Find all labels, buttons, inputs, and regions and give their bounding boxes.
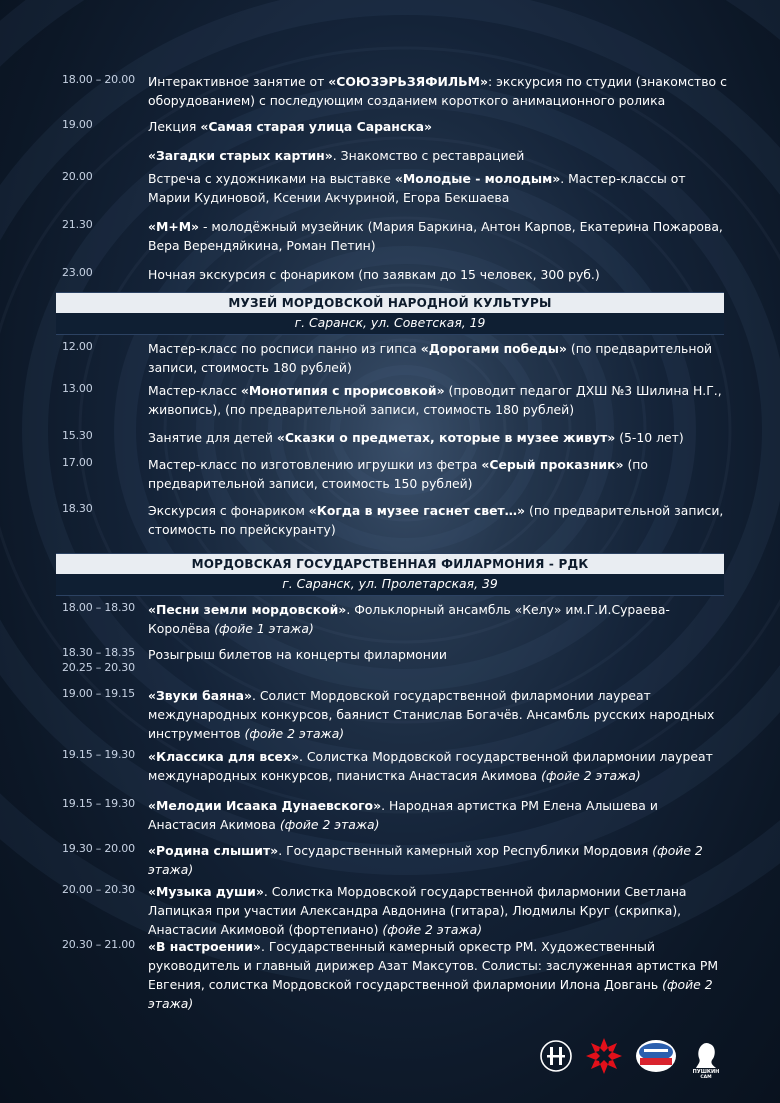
event-text: . Солистка Мордовской государственной филармонии лауреат международных конкурсов, пианистка Анастасия Акимова [148, 749, 713, 783]
event-description [148, 428, 728, 447]
event-location: (фойе 1 этажа) [214, 621, 314, 636]
event-text: . Государственный камерный хор Республики Мордовия [278, 843, 653, 858]
event-description [148, 169, 728, 207]
event-time: 18.00 – 18.30 [62, 601, 135, 614]
event-title: «В настроении» [148, 939, 261, 954]
mordovia-star-icon [584, 1036, 624, 1076]
event-title: «СОЮЗЭРЬЗЯФИЛЬМ» [328, 74, 488, 89]
event-text: . Знакомство с реставрацией [332, 148, 525, 163]
event-text: . Мастер-классы от Марии Кудиновой, Ксении Акчуриной, Егора Бекшаева [148, 171, 686, 205]
event-text: Занятие для детей [148, 430, 277, 445]
event-time: 19.00 [62, 118, 93, 131]
museum-emblem-icon [538, 1036, 574, 1076]
event-description [148, 600, 728, 638]
event-text: Экскурсия с фонариком [148, 503, 309, 518]
event-time: 20.00 – 20.30 [62, 883, 135, 896]
event-title: «М+М» [148, 219, 200, 234]
event-time: 18.00 – 20.00 [62, 73, 135, 86]
event-text: Ночная экскурсия с фонариком (по заявкам до 15 человек, 300 руб.) [148, 267, 600, 282]
event-location: (фойе 2 этажа) [382, 922, 483, 937]
event-description [148, 796, 728, 834]
event-text: Мастер-класс по росписи панно из гипса [148, 341, 421, 356]
event-title: «Песни земли мордовской» [148, 602, 347, 617]
event-description [148, 381, 728, 419]
event-time: 20.30 – 21.00 [62, 938, 135, 951]
partner-logos [530, 1036, 730, 1084]
event-text: - молодёжный музейник (Мария Баркина, Антон Карпов, Екатерина Пожарова, Вера Верендяйкина, Роман Петин) [148, 219, 723, 253]
event-title: «Монотипия с прорисовкой» [240, 383, 445, 398]
event-time: 19.00 – 19.15 [62, 687, 135, 700]
pushkin-text-2: САМ [700, 1075, 712, 1080]
event-time: 23.00 [62, 266, 93, 279]
venue-address: г. Саранск, ул. Пролетарская, 39 [282, 576, 498, 591]
event-description [148, 339, 728, 377]
event-text: (по предварительной записи, стоимость по прейскуранту) [148, 503, 724, 537]
event-text: Интерактивное занятие от [148, 74, 329, 89]
pushkin-card-icon [686, 1036, 726, 1080]
event-text: Лекция [148, 119, 201, 134]
event-text: Розыгрыш билетов на концерты филармонии [148, 647, 447, 662]
event-text: : экскурсия по студии (знакомство с оборудованием) с последующим созданием короткого анимационного ролика [148, 74, 727, 108]
event-title: «Молодые - молодым» [394, 171, 561, 186]
event-time-second: 20.25 – 20.30 [62, 661, 135, 674]
event-title: «Когда в музее гаснет свет…» [308, 503, 526, 518]
event-text: . Государственный камерный оркестр РМ. Художественный руководитель и главный дирижер Азат Максутов. Солисты: заслуженная артистка РМ Евгения, солистка Мордовской государственной филармонии Илона Довгань [148, 939, 719, 992]
event-description [148, 645, 728, 664]
event-text: . Фольклорный ансамбль «Келу» им.Г.И.Сураева-Королёва [148, 602, 670, 636]
event-description [148, 841, 728, 879]
event-time: 13.00 [62, 382, 93, 395]
event-description [148, 455, 728, 493]
event-description [148, 937, 728, 1013]
event-text: (по предварительной записи, стоимость 180 рублей) [148, 341, 713, 375]
event-text: (5-10 лет) [615, 430, 684, 445]
event-title: «Звуки баяна» [148, 688, 253, 703]
event-description [148, 217, 728, 255]
event-time: 19.15 – 19.30 [62, 797, 135, 810]
event-time: 20.00 [62, 170, 93, 183]
event-location: (фойе 2 этажа) [244, 726, 345, 741]
venue-title: МУЗЕЙ МОРДОВСКОЙ НАРОДНОЙ КУЛЬТУРЫ [56, 293, 724, 313]
event-time: 18.30 – 18.35 [62, 646, 135, 659]
event-title: «Классика для всех» [148, 749, 299, 764]
venue-title: МОРДОВСКАЯ ГОСУДАРСТВЕННАЯ ФИЛАРМОНИЯ - РДК [56, 554, 724, 574]
event-location: (фойе 2 этажа) [279, 817, 380, 832]
event-text: Мастер-класс [148, 383, 241, 398]
event-description [148, 117, 728, 136]
event-title: «Родина слышит» [148, 843, 279, 858]
event-text: Мастер-класс по изготовлению игрушки из фетра [148, 457, 482, 472]
event-description [148, 146, 728, 165]
event-title: «Дорогами победы» [420, 341, 567, 356]
event-text: . Солистка Мордовской государственной филармонии Светлана Лапицкая при участии Александра Авдонина (гитара), Людмилы Круг (скрипка), Анастасии Акимовой (фортепиано) [148, 884, 687, 937]
event-description [148, 501, 728, 539]
festival-badge-icon [634, 1036, 678, 1076]
event-title: «Загадки старых картин» [148, 148, 333, 163]
event-title: «Музыка души» [148, 884, 264, 899]
event-text: . Народная артистка РМ Елена Алышева и Анастасия Акимова [148, 798, 658, 832]
event-title: «Серый проказник» [481, 457, 624, 472]
event-description [148, 882, 728, 939]
venue-address: г. Саранск, ул. Советская, 19 [294, 315, 486, 330]
event-time: 17.00 [62, 456, 93, 469]
event-time: 19.15 – 19.30 [62, 748, 135, 761]
event-description [148, 72, 728, 110]
event-location: (фойе 2 этажа) [148, 977, 713, 1011]
event-title: «Сказки о предметах, которые в музее живут» [276, 430, 616, 445]
event-time: 15.30 [62, 429, 93, 442]
event-description [148, 747, 728, 785]
event-time: 21.30 [62, 218, 93, 231]
event-title: «Самая старая улица Саранска» [200, 119, 432, 134]
event-text: (по предварительной записи, стоимость 150 рублей) [148, 457, 648, 491]
event-time: 12.00 [62, 340, 93, 353]
event-time: 19.30 – 20.00 [62, 842, 135, 855]
event-description [148, 265, 728, 284]
event-text: . Солист Мордовской государственной филармонии лауреат международных конкурсов, баянист Станислав Богачёв. Ансамбль русских народных инструментов [148, 688, 715, 741]
event-description [148, 686, 728, 743]
event-text: Встреча с художниками на выставке [148, 171, 395, 186]
event-text: (проводит педагог ДХШ №3 Шилина Н.Г., живопись), (по предварительной записи, стоимость 180 рублей) [148, 383, 722, 417]
event-location: (фойе 2 этажа) [541, 768, 641, 783]
event-title: «Мелодии Исаака Дунаевского» [148, 798, 382, 813]
event-time: 18.30 [62, 502, 93, 515]
pushkin-text-1: ПУШКИН [692, 1069, 720, 1075]
event-location: (фойе 2 этажа) [148, 843, 703, 877]
